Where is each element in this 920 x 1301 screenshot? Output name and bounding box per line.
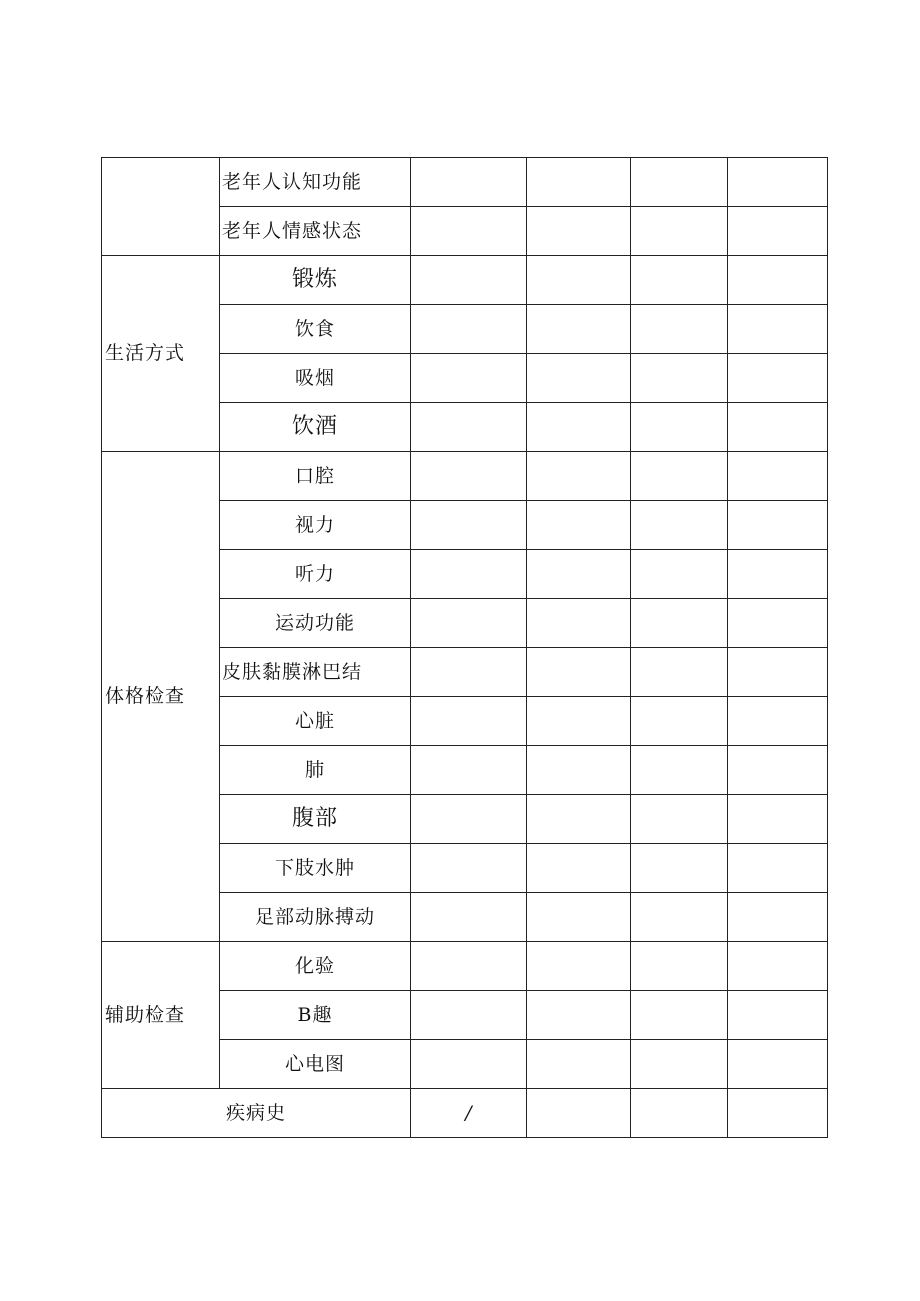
category-lifestyle: 生活方式 [102,256,220,452]
value-cell [411,844,527,893]
value-cell [411,403,527,452]
value-cell [527,697,631,746]
item-smoking: 吸烟 [220,354,411,403]
empty-category-cell [102,158,220,256]
value-cell [728,501,828,550]
item-emotional-state: 老年人情感状态 [220,207,411,256]
item-foot-artery-pulse: 足部动脉搏动 [220,893,411,942]
value-cell [728,256,828,305]
value-cell [631,452,728,501]
value-cell [631,158,728,207]
value-cell [631,991,728,1040]
item-motor-function: 运动功能 [220,599,411,648]
value-cell [631,501,728,550]
value-cell [631,403,728,452]
value-cell [411,697,527,746]
disease-history-first-value: / [411,1089,527,1138]
table-row [102,942,828,991]
value-cell [411,501,527,550]
value-cell [411,795,527,844]
value-cell [527,599,631,648]
value-cell [631,207,728,256]
value-cell [411,305,527,354]
table-row [102,256,828,305]
value-cell [411,452,527,501]
value-cell [728,207,828,256]
value-cell [411,158,527,207]
value-cell [411,354,527,403]
value-cell [411,256,527,305]
value-cell [631,942,728,991]
item-diet: 饮食 [220,305,411,354]
value-cell [411,893,527,942]
item-drinking: 饮酒 [220,403,411,452]
item-skin-mucosa-lymph: 皮肤黏膜淋巴结 [220,648,411,697]
item-vision: 视力 [220,501,411,550]
value-cell [728,599,828,648]
item-lab-test: 化验 [220,942,411,991]
item-heart: 心脏 [220,697,411,746]
health-check-form-table [101,157,828,1138]
value-cell [527,795,631,844]
value-cell [728,795,828,844]
item-lower-limb-edema: 下肢水肿 [220,844,411,893]
value-cell [527,991,631,1040]
item-abdomen: 腹部 [220,795,411,844]
item-ultrasound: B趣 [220,991,411,1040]
value-cell [411,599,527,648]
value-cell [631,256,728,305]
table-row [102,452,828,501]
value-cell [527,403,631,452]
value-cell [728,648,828,697]
value-cell [728,1040,828,1089]
value-cell [728,746,828,795]
value-cell [527,942,631,991]
value-cell [527,648,631,697]
value-cell [527,746,631,795]
value-cell [631,354,728,403]
value-cell [527,256,631,305]
value-cell [411,648,527,697]
value-cell [728,550,828,599]
value-cell [631,599,728,648]
value-cell [527,844,631,893]
value-cell [728,893,828,942]
item-ecg: 心电图 [220,1040,411,1089]
value-cell [728,1089,828,1138]
item-cognitive-function: 老年人认知功能 [220,158,411,207]
value-cell [631,893,728,942]
value-cell [411,942,527,991]
value-cell [631,795,728,844]
value-cell [728,697,828,746]
category-physical-exam: 体格检查 [102,452,220,942]
value-cell [527,452,631,501]
item-exercise: 锻炼 [220,256,411,305]
item-lung: 肺 [220,746,411,795]
category-auxiliary-exam: 辅助检查 [102,942,220,1089]
value-cell [728,991,828,1040]
value-cell [631,844,728,893]
value-cell [728,403,828,452]
value-cell [527,893,631,942]
value-cell [411,550,527,599]
value-cell [728,158,828,207]
value-cell [631,1040,728,1089]
value-cell [527,354,631,403]
table-row [102,1089,828,1138]
value-cell [631,746,728,795]
value-cell [527,550,631,599]
value-cell [728,452,828,501]
table-row [102,158,828,207]
disease-history-label: 疾病史 [102,1089,411,1138]
value-cell [728,844,828,893]
value-cell [728,942,828,991]
value-cell [631,1089,728,1138]
value-cell [631,305,728,354]
value-cell [527,501,631,550]
value-cell [527,305,631,354]
value-cell [527,158,631,207]
item-oral: 口腔 [220,452,411,501]
value-cell [631,550,728,599]
value-cell [527,1040,631,1089]
value-cell [411,991,527,1040]
value-cell [527,1089,631,1138]
value-cell [527,207,631,256]
value-cell [728,354,828,403]
value-cell [411,1040,527,1089]
value-cell [631,697,728,746]
value-cell [411,207,527,256]
item-hearing: 听力 [220,550,411,599]
value-cell [631,648,728,697]
value-cell [728,305,828,354]
value-cell [411,746,527,795]
